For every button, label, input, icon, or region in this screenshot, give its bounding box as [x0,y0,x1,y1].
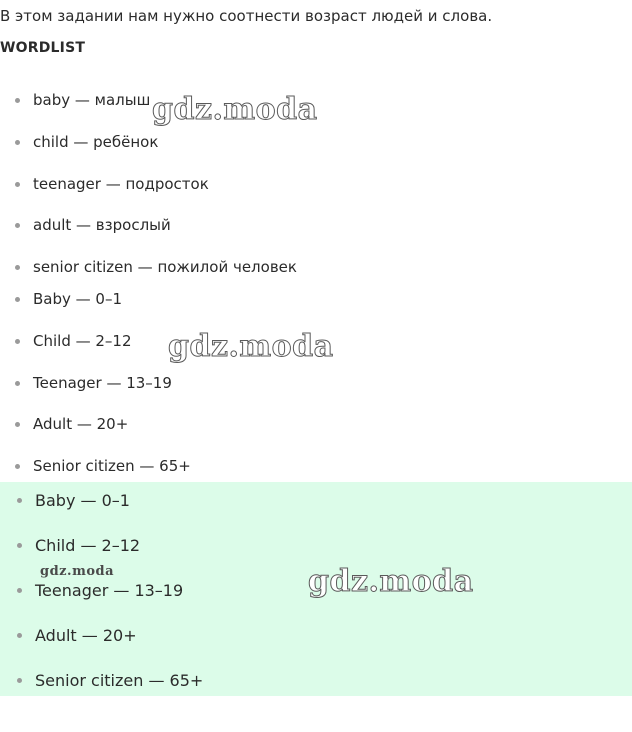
list-item-text: Child — 2–12 [35,535,141,555]
list-item [0,489,130,511]
wordlist-heading: WORDLIST [0,40,86,56]
list-item [0,372,172,394]
list-item-text: Senior citizen — 65+ [33,457,191,475]
list-item [0,669,203,691]
bullet-icon [15,464,20,469]
list-item-text: adult — взрослый [33,216,171,234]
bullet-icon [15,140,20,145]
list-item-text: senior citizen — пожилой человек [33,258,297,276]
list-item [0,173,209,195]
bullet-icon [17,588,22,593]
bullet-icon [15,339,20,344]
watermark: gdz.moda [40,564,115,579]
list-item-text: Child — 2–12 [33,332,132,350]
list-item [0,413,128,435]
list-item-text: Adult — 20+ [35,625,137,645]
watermark: gdz.moda [168,329,334,364]
list-item [0,534,140,556]
list-item [0,288,122,310]
list-item [0,330,132,352]
list-item [0,579,183,601]
list-item [0,131,158,153]
bullet-icon [17,678,22,683]
list-item-text: Teenager — 13–19 [35,580,184,600]
list-item [0,455,191,477]
list-item-text: Adult — 20+ [33,415,129,433]
bullet-icon [17,543,22,548]
watermark: gdz.moda [152,92,318,127]
bullet-icon [17,633,22,638]
bullet-icon [15,265,20,270]
watermark: gdz.moda [308,564,474,599]
list-item-text: baby — малыш [33,91,151,109]
intro-text: В этом задании нам нужно соотнести возраст людей и слова. [0,7,493,25]
bullet-icon [15,422,20,427]
bullet-icon [17,498,22,503]
list-item [0,89,150,111]
bullet-icon [15,223,20,228]
bullet-icon [15,297,20,302]
list-item-text: teenager — подросток [33,175,209,193]
list-item-text: Baby — 0–1 [33,290,123,308]
list-item-text: Baby — 0–1 [35,490,130,510]
bullet-icon [15,182,20,187]
bullet-icon [15,381,20,386]
list-item [0,624,137,646]
list-item-text: Teenager — 13–19 [33,374,172,392]
list-item-text: child — ребёнок [33,133,159,151]
list-item [0,214,171,236]
list-item-text: Senior citizen — 65+ [35,670,204,690]
list-item [0,256,297,278]
bullet-icon [15,98,20,103]
